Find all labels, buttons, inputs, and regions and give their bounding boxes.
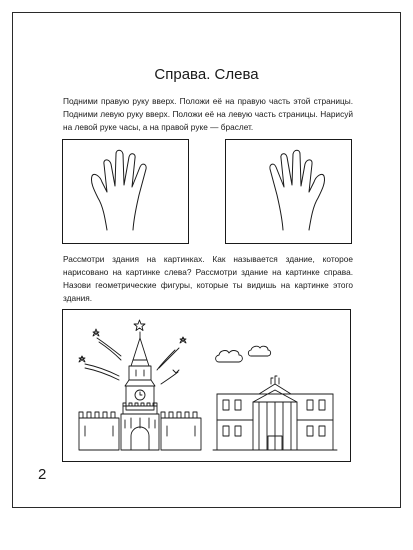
right-hand-outline	[226, 140, 353, 245]
left-hand-outline	[63, 140, 190, 245]
firework-left-icon	[93, 329, 121, 360]
firework-middle-icon	[79, 356, 119, 380]
firework-right-icon	[157, 337, 186, 384]
task-2-text: Рассмотри здания на картинках. Как называется здание, которое нарисовано на картинке слева? Рассмотри здание на картинке справа. Назови геометрические фигуры, которые ты видишь на картинке этого здания.	[63, 254, 353, 303]
buildings-frame	[62, 309, 351, 462]
page-number: 2	[38, 466, 47, 483]
university-building-icon	[213, 376, 337, 450]
right-hand-frame	[225, 139, 352, 244]
left-hand-frame	[62, 139, 189, 244]
cloud-icon	[216, 346, 271, 362]
buildings-illustration	[63, 310, 352, 463]
kremlin-tower-icon	[121, 320, 159, 450]
page-title: Справа. Слева	[154, 66, 259, 83]
task-1-text: Подними правую руку вверх. Положи её на правую часть этой страницы. Подними левую руку вверх. Положи её на левую часть страницы. Нарисуй на левой руке часы, а на правой руке — браслет.	[63, 96, 353, 132]
